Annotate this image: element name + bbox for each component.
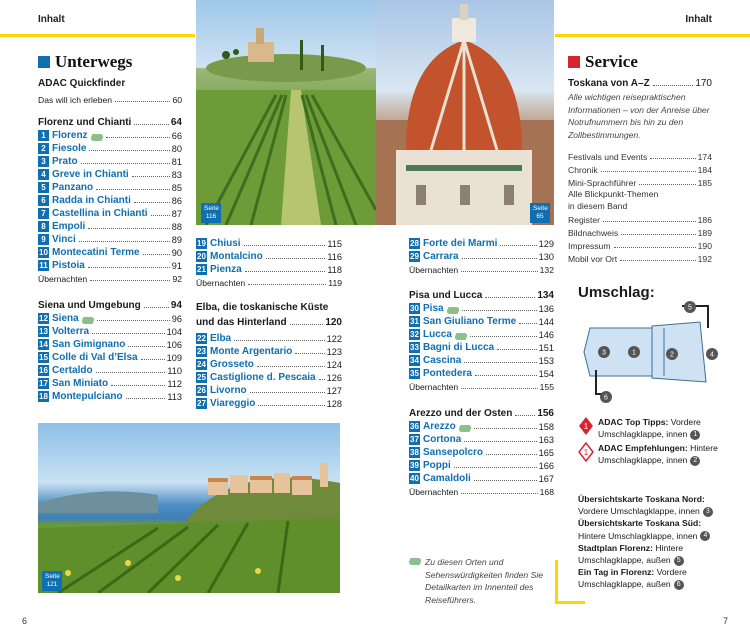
service-square-icon [568, 56, 580, 68]
item-page: 109 [166, 353, 182, 363]
item-label: Carrara [423, 251, 459, 262]
header-left: Inhalt [38, 14, 65, 25]
toc-item[interactable] [38, 389, 182, 402]
item-label: Greve in Chianti [52, 169, 129, 180]
item-number-badge: 17 [39, 379, 48, 388]
toc-item[interactable] [38, 206, 182, 219]
item-number-badge: 14 [39, 340, 48, 349]
toc-item[interactable] [409, 340, 554, 353]
map-tip-icon [454, 333, 469, 340]
item-number-badge: 1 [38, 130, 49, 141]
toc-item[interactable] [196, 262, 342, 275]
map-tip-icon [80, 317, 95, 324]
item-number-badge: 18 [39, 392, 48, 401]
toc-elba-section-line1[interactable]: Elba, die toskanische Küste [196, 302, 329, 313]
elba-photo [38, 423, 340, 593]
toc-item[interactable] [409, 314, 554, 327]
item-number-badge: 11 [39, 261, 48, 270]
item-page: 113 [167, 392, 182, 402]
florenz-list [38, 128, 182, 271]
toc-item[interactable] [196, 331, 342, 344]
toc-item[interactable] [38, 219, 182, 232]
item-page: 115 [327, 239, 342, 249]
item-label: San Gimignano [52, 339, 126, 350]
toc-item[interactable] [38, 154, 182, 167]
item-page: 165 [538, 448, 554, 458]
item-label: Empoli [52, 221, 86, 232]
item-label: Monte Argentario [210, 346, 293, 357]
toc-col3-uebernachten[interactable]: Übernachten 132 [409, 265, 554, 275]
item-number-badge: 39 [410, 461, 419, 470]
item-page: 86 [171, 196, 182, 206]
map-tip-icon [445, 307, 460, 314]
umschlag-heading: Umschlag: [578, 284, 655, 301]
svg-text:1: 1 [583, 448, 589, 457]
item-page: 90 [171, 248, 182, 258]
item-label: Pistoia [52, 260, 85, 271]
diagram-number-label: 6 [604, 394, 608, 402]
item-number-badge: 36 [410, 422, 419, 431]
toc-item[interactable] [409, 353, 554, 366]
toc-item[interactable] [196, 344, 342, 357]
item-label: Siena [52, 313, 79, 324]
detailkarten-note: Zu diesen Orten und Sehenswürdigkeiten finden Sie Detailkarten im Innenteil des Reiseführers. [409, 556, 559, 606]
service-item[interactable]: Bildnachweis 189 [568, 228, 712, 239]
item-label: Montepulciano [52, 391, 123, 402]
item-number-badge: 6 [38, 195, 49, 206]
item-label: Lucca [423, 329, 452, 340]
service-intro: Alle wichtigen reisepraktischen Informationen – von der Anreise über Notrufnummern bis hin zu den Zollbestimmungen. [568, 92, 710, 140]
item-page: 158 [538, 422, 554, 432]
toc-toskana-az[interactable]: Toskana von A–Z 170 [568, 78, 712, 89]
item-page: 128 [326, 399, 342, 409]
item-label: Cascina [423, 355, 462, 366]
diagram-number-label: 3 [602, 349, 606, 357]
item-label: San Miniato [52, 378, 109, 389]
item-page: 163 [538, 435, 554, 445]
item-page: 89 [171, 235, 182, 245]
item-number-badge: 2 [38, 143, 49, 154]
item-page: 66 [171, 131, 182, 141]
item-number-badge: 35 [410, 369, 419, 378]
toc-item[interactable] [38, 311, 182, 324]
item-number-badge: 24 [197, 360, 206, 369]
item-page: 124 [326, 360, 342, 370]
item-number-badge: 26 [197, 386, 206, 395]
toc-item[interactable] [38, 193, 182, 206]
item-page: 167 [538, 474, 554, 484]
item-label: Cortona [423, 434, 462, 445]
toc-item[interactable] [38, 363, 182, 376]
item-label: Florenz [52, 130, 88, 141]
legend-tag: Umschlagklappe, außen 6 [578, 578, 738, 590]
item-page: 153 [538, 356, 554, 366]
dome-illustration [376, 0, 554, 225]
service-item[interactable]: Festivals und Events 174 [568, 152, 712, 163]
item-label: Certaldo [52, 365, 93, 376]
item-page: 81 [171, 157, 182, 167]
toc-elba-section-line2[interactable]: und das Hinterland 120 [196, 317, 342, 328]
toc-item[interactable] [38, 376, 182, 389]
header-rule-left [0, 34, 195, 37]
quickfinder-heading: ADAC Quickfinder [38, 78, 126, 89]
item-page: 96 [171, 314, 182, 324]
toc-florenz-section[interactable]: Florenz und Chianti 64 [38, 117, 182, 128]
item-number-badge: 9 [38, 234, 49, 245]
toc-item[interactable] [38, 245, 182, 258]
item-page: 166 [538, 461, 554, 471]
toc-item[interactable] [409, 236, 554, 249]
item-number-badge: 34 [410, 356, 419, 365]
header-right: Inhalt [685, 14, 712, 25]
umschlag-legend [578, 416, 718, 466]
item-label: Pienza [210, 264, 242, 275]
item-number-badge: 20 [197, 252, 206, 261]
item-page: 112 [167, 379, 182, 389]
item-page: 154 [538, 369, 554, 379]
unterwegs-heading: Unterwegs [38, 52, 132, 72]
item-number-badge: 13 [39, 327, 48, 336]
item-label: Arezzo [423, 421, 456, 432]
item-number-badge: 28 [410, 239, 419, 248]
item-number-badge: 21 [197, 265, 206, 274]
item-label: Elba [210, 333, 232, 344]
item-number-badge: 38 [410, 448, 419, 457]
toc-item[interactable] [38, 141, 182, 154]
item-page: 85 [171, 183, 182, 193]
item-page: 88 [171, 222, 182, 232]
map-tip-icon [89, 134, 104, 141]
diagram-number-label: 4 [710, 351, 714, 359]
legend-empfehlungen: 1 ADAC Empfehlungen: Hintere Umschlagklappe, innen 2 [578, 442, 718, 466]
item-number-badge: 33 [410, 343, 419, 352]
item-page: 83 [171, 170, 182, 180]
item-page: 106 [166, 340, 182, 350]
item-number-badge: 10 [39, 248, 48, 257]
item-page: 87 [171, 209, 182, 219]
item-number-badge: 8 [38, 221, 49, 232]
item-label: Sansepolcro [423, 447, 484, 458]
toc-item[interactable] [196, 396, 342, 409]
diagram-number-label: 5 [688, 304, 692, 312]
item-page: 127 [326, 386, 342, 396]
toc-item[interactable] [38, 167, 182, 180]
item-label: Livorno [210, 385, 247, 396]
toc-item[interactable] [38, 258, 182, 271]
item-page: 146 [538, 330, 554, 340]
elba-list [196, 331, 342, 409]
toc-arezzo-uebernachten[interactable]: Übernachten 168 [409, 487, 554, 497]
diagram-number-label: 1 [632, 349, 636, 357]
item-page: 80 [171, 144, 182, 154]
item-number-badge: 4 [38, 169, 49, 180]
item-number-badge: 40 [410, 474, 419, 483]
item-label: Volterra [52, 326, 90, 337]
item-number-badge: 25 [197, 373, 206, 382]
item-label: Pisa [423, 303, 444, 314]
legend-stadtplan: Umschlagklappe, außen 5 [578, 554, 738, 566]
item-number-badge: 31 [410, 317, 419, 326]
item-number-badge: 29 [410, 252, 419, 261]
col2-list [196, 236, 342, 275]
item-number-badge: 7 [38, 208, 49, 219]
siena-list [38, 311, 182, 402]
item-page: 122 [326, 334, 342, 344]
toc-arezzo-section[interactable]: Arezzo und der Osten 156 [409, 408, 554, 419]
item-label: Prato [52, 156, 78, 167]
legend-sued: Hintere Umschlagklappe, innen 4 [578, 530, 738, 542]
toc-item[interactable] [409, 327, 554, 340]
item-label: Poppi [423, 460, 451, 471]
item-page: 126 [326, 373, 342, 383]
item-label: Camaldoli [423, 473, 471, 484]
item-label: Viareggio [210, 398, 256, 409]
item-number-badge: 37 [410, 435, 419, 444]
vineyard-illustration [196, 0, 376, 225]
item-page: 91 [171, 261, 182, 271]
item-page: 151 [538, 343, 554, 353]
item-page: 136 [538, 304, 554, 314]
item-label: Pontedera [423, 368, 472, 379]
toc-item[interactable] [409, 419, 554, 432]
item-label: Forte dei Marmi [423, 238, 498, 249]
toc-item[interactable] [196, 236, 342, 249]
item-page: 129 [538, 239, 554, 249]
vineyard-page-badge: Seite 116 [201, 203, 221, 223]
page-number-left: 6 [22, 616, 28, 626]
service-items2 [568, 212, 712, 264]
toc-item[interactable] [409, 301, 554, 314]
item-label: Radda in Chianti [52, 195, 131, 206]
unterwegs-square-icon [38, 56, 50, 68]
item-label: Castellina in Chianti [52, 208, 148, 219]
toc-pisa-section[interactable]: Pisa und Lucca 134 [409, 290, 554, 301]
service-item[interactable]: Register 186 [568, 215, 712, 226]
item-number-badge: 22 [197, 334, 206, 343]
item-label: Grosseto [210, 359, 254, 370]
item-number-badge: 12 [39, 314, 48, 323]
toc-col2-uebernachten[interactable]: Übernachten 119 [196, 278, 342, 288]
toc-item[interactable] [196, 383, 342, 396]
item-page: 110 [167, 366, 182, 376]
pisa-list [409, 301, 554, 379]
item-label: Vinci [52, 234, 76, 245]
toc-item[interactable] [38, 232, 182, 245]
service-item[interactable]: Impressum 190 [568, 241, 712, 252]
vineyard-photo [196, 0, 376, 225]
toc-item[interactable] [196, 370, 342, 383]
legend-top-tipps: 1 ADAC Top Tipps: Vordere Umschlagklappe, innen 1 [578, 416, 718, 440]
service-items [568, 149, 712, 188]
item-number-badge: 19 [197, 239, 206, 248]
toc-pisa-uebernachten[interactable]: Übernachten 155 [409, 382, 554, 392]
header-rule-right [555, 34, 750, 37]
item-label: Bagni di Lucca [423, 342, 495, 353]
diagram-number-label: 2 [670, 351, 674, 359]
item-label: Castiglione d. Pescaia [210, 372, 316, 383]
toc-item[interactable] [38, 180, 182, 193]
item-number-badge: 23 [197, 347, 206, 356]
toc-column-2 [196, 236, 342, 409]
service-heading: Service [568, 52, 638, 72]
dome-photo [376, 0, 554, 225]
toc-column-1 [38, 74, 182, 402]
toc-item[interactable] [38, 324, 182, 337]
page-number-right: 7 [722, 616, 728, 626]
item-number-badge: 32 [410, 330, 419, 339]
toc-column-3 [409, 236, 554, 497]
toc-item[interactable] [409, 432, 554, 445]
item-number-badge: 16 [39, 366, 48, 375]
toc-item[interactable] [409, 471, 554, 484]
item-page: 118 [327, 265, 342, 275]
item-number-badge: 15 [39, 353, 48, 362]
toc-item[interactable] [409, 445, 554, 458]
dome-page-badge: Seite 65 [530, 203, 550, 223]
cover-diagram [582, 298, 732, 408]
svg-text:1: 1 [583, 422, 589, 431]
toc-siena-section[interactable]: Siena und Umgebung 94 [38, 300, 182, 311]
item-label: San Giuliano Terme [423, 316, 517, 327]
toc-blickpunkt[interactable]: Alle Blickpunkt-Themen in diesem Band [568, 189, 659, 212]
item-page: 123 [326, 347, 342, 357]
service-item[interactable]: Mobil vor Ort 192 [568, 254, 712, 265]
item-label: Montecatini Terme [52, 247, 140, 258]
service-item[interactable]: Chronik 184 [568, 165, 712, 176]
toc-item[interactable] [409, 249, 554, 262]
item-number-badge: 3 [38, 156, 49, 167]
item-page: 144 [538, 317, 554, 327]
item-label: Montalcino [210, 251, 263, 262]
toc-item[interactable] [38, 337, 182, 350]
corner-mark-v [555, 560, 558, 604]
toc-item[interactable] [196, 249, 342, 262]
elba-illustration [38, 423, 340, 593]
item-page: 130 [538, 252, 554, 262]
toc-florenz-uebernachten[interactable]: Übernachten 92 [38, 274, 182, 284]
toc-item[interactable] [409, 458, 554, 471]
umschlag-maps: Übersichtskarte Toskana Nord: Vordere Umschlagklappe, innen 3 Übersichtskarte Toskana Süd: Hintere Umschlagklappe, innen 4 Stadtplan Florenz: Hintere Umschlagklappe, außen 5 Ein Tag in Florenz: Vordere Umschlagklappe, außen 6 [578, 493, 738, 591]
toc-item[interactable] [38, 128, 182, 141]
toc-erleben[interactable]: Das will ich erleben 60 [38, 95, 182, 105]
item-label: Chiusi [210, 238, 241, 249]
map-tip-icon [408, 558, 423, 565]
item-number-badge: 27 [197, 399, 206, 408]
elba-page-badge: Seite 121 [42, 571, 62, 591]
top-tipp-icon [578, 416, 594, 436]
item-number-badge: 5 [38, 182, 49, 193]
col3-list [409, 236, 554, 262]
item-label: Panzano [52, 182, 94, 193]
empfehlung-icon [578, 442, 594, 462]
corner-mark-h [555, 601, 585, 604]
item-label: Fiesole [52, 143, 87, 154]
toc-item[interactable] [196, 357, 342, 370]
toc-item[interactable] [38, 350, 182, 363]
service-item[interactable]: Mini-Sprachführer 185 [568, 178, 712, 189]
arezzo-list [409, 419, 554, 484]
service-list [568, 74, 712, 264]
item-label: Colle di Val d’Elsa [52, 352, 138, 363]
legend-nord: Vordere Umschlagklappe, innen 3 [578, 505, 738, 517]
item-page: 116 [327, 252, 342, 262]
item-page: 104 [166, 327, 182, 337]
item-number-badge: 30 [410, 304, 419, 313]
toc-item[interactable] [409, 366, 554, 379]
map-tip-icon [458, 425, 473, 432]
